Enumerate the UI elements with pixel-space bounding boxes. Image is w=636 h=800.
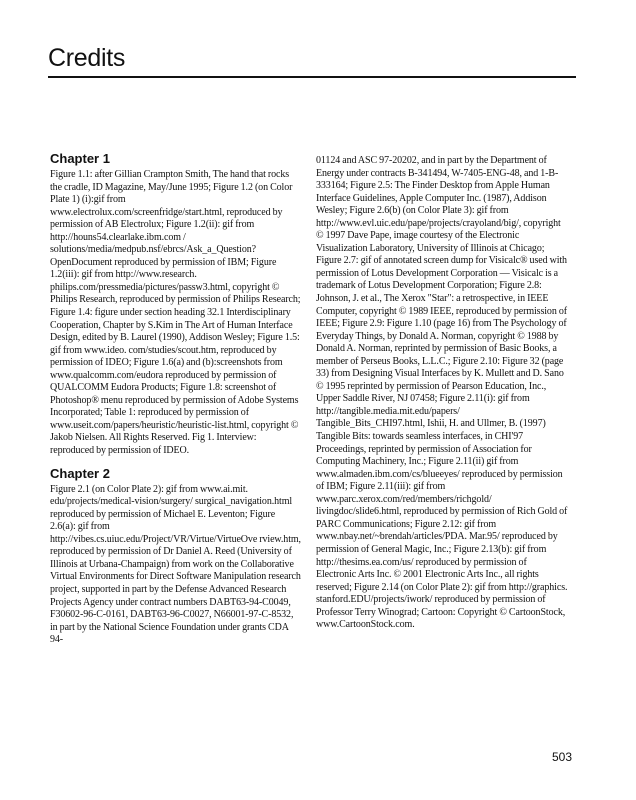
chapter-1-credits: Figure 1.1: after Gillian Crampton Smith, The hand that rocks the cradle, ID Magazine, May/June 1995; Figure 1.2 (on Color Plate 1) (i):gif from www.electrolux.com/screenfridge/start.html, reproduced by permission of AB Electrolux; Figure 1.2(ii): gif from http://houns54.clearlake.ibm.com / solutions/media/medpub.nsf/ebrcs/Ask_a_Question? OpenDocument reproduced by permission of IBM; Figure 1.2(iii): gif from http://www.research. philips.com/pressmedia/pictures/passw3.html, copyright © Philips Research, reproduced by permission of Philips Research; Figure 1.4: figure under section heading 32.1 Interdisciplinary Cooperation, Chapter by S.Kim in The Art of Human Interface Design, edited by B. Laurel (1990), Addison Wesley; Figure 1.5: gif from www.ideo. com/studies/scout.htm, reproduced by permission of IDEO; Figure 1.6(a) and (b):screenshots from www.qualcomm.com/eudora reproduced by permission of QUALCOMM Eudora Products; Figure 1.8: screenshot of Photoshop® menu reproduced by permission of Adobe Systems Incorporated; Table 1: reproduced by permission of www.useit.com/papers/heuristic/heuristic-list.html, copyright © Jakob Nielsen. All Rights Reserved. Fig 1. Interview: reproduced by permission of IDEO. — [50, 169, 301, 457]
right-column — [316, 155, 568, 632]
page-number: 503 — [552, 750, 573, 764]
title-rule — [48, 76, 576, 78]
left-column — [50, 151, 302, 647]
chapter-2-credits-part-1: Figure 2.1 (on Color Plate 2): gif from www.ai.mit. edu/projects/medical-vision/surgery/ surgical_navigation.html reproduced by permission of Michael E. Leventon; Figure 2.6(a): gif from http://vibes.cs.uiuc.edu/Project/VR/Virtue/VirtueOve rview.htm, reproduced by permission of Dr Daniel A. Reed (University of Illinois at Urbana-Champaign) from work on the Collaborative Virtual Environments for Direct Software Manipulation research project, supported in part by the Defense Advanced Research Projects Agency under contract numbers DABT63-94-C0049, F30602-96-C-0161, DABT63-96-C0027, N66001-97-C-8532, in part by the National Science Foundation under grants CDA 94- — [50, 483, 301, 646]
chapter-2-credits-part-2: 01124 and ASC 97-20202, and in part by the Department of Energy under contracts B-341494, W-7405-ENG-48, and 1-B-333164; Figure 2.5: The Finder Desktop from Apple Human Interface Guidelines, Apple Computer Inc. (1987), Addison Wesley; Figure 2.6(b) (on Color Plate 3): gif from http://www.evl.uic.edu/pape/projects/crayoland/big/, copyright © 1997 Dave Pape, image courtesy of the Electronic Visualization Laboratory, University of Illinois at Chicago; Figure 2.7: gif of annotated screen dump for Visicalc® used with permission of Lotus Development Corporation — Visicalc is a trademark of Lotus Development Corporation; Figure 2.8: Johnson, J. et al., The Xerox "Star": a retrospective, in IEEE Computer, copyright © 1989 IEEE, reproduced by permission of IEEE; Figure 2.9: Figure 1.10 (page 16) from The Psychology of Everyday Things, by Donald A. Norman, copyright © 1988 by Donald A. Norman, reprinted by permission of Basic Books, a member of Perseus Books, L.L.C.; Figure 2.10: Figure 32 (page 33) from Designing Visual Interfaces by K. Mullett and D. Sano © 1995 reprinted by permission of Pearson Education, Inc., Upper Saddle River, NJ 07458; Figure 2.11(i): gif from http://tangible.media.mit.edu/papers/ Tangible_Bits_CHI97.html, Ishii, H. and Ullmer, B. (1997) Tangible Bits: towards seamless interfaces, in CHI'97 Proceedings, reprinted by permission of Association for Computing Machinery, Inc.; Figure 2.11(ii) gif from www.almaden.ibm.com/cs/blueeyes/ reproduced by permission of IBM; Figure 2.11(iii): gif from www.parc.xerox.com/red/members/richgold/ livingdoc/slide6.html, reproduced by permission of Rich Gold of PARC Communications; Figure 2.12: gif from www.nbay.net/~brendah/articles/PDA. Mar.95/ reproduced by permission of General Magic, Inc.; Figure 2.13(b): gif from http://thesims.ea.com/us/ reproduced by permission of Electronic Arts Inc. © 2001 Electronic Arts Inc., all rights reserved; Figure 2.14 (on Color Plate 2): gif from http://graphics. stanford.EDU/projects/iwork/ reproduced by permission of Professor Terry Winograd; Cartoon: Copyright © CartoonStock, www.CartoonStock.com. — [316, 155, 568, 631]
page-title: Credits — [48, 44, 126, 72]
chapter-1-heading: Chapter 1 — [50, 151, 110, 166]
chapter-2-heading: Chapter 2 — [50, 465, 110, 481]
